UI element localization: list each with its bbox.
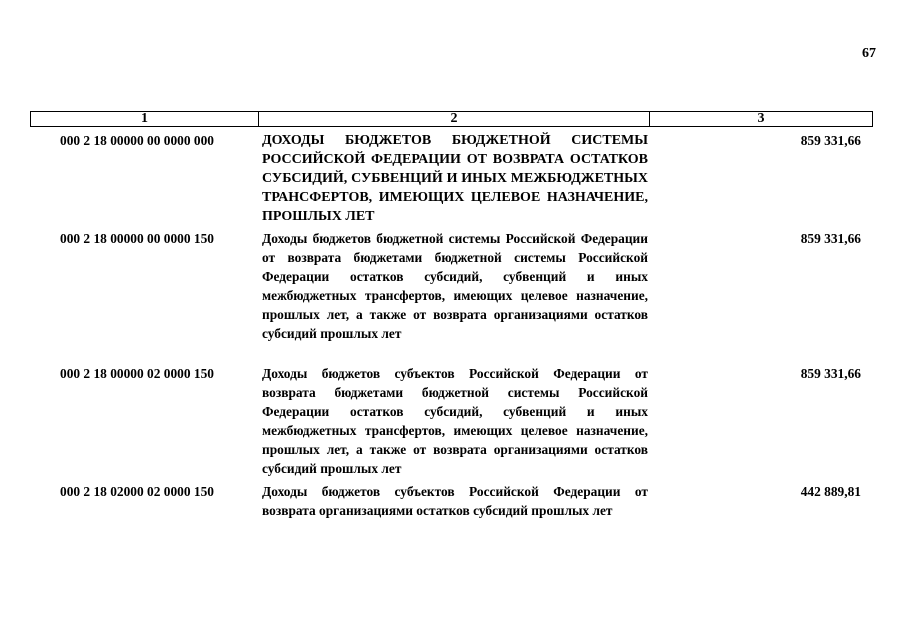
- header-col-3: 3: [757, 111, 765, 126]
- budget-description: Доходы бюджетов субъектов Российской Федерации от возврата организациями остатков субсидий прошлых лет: [262, 484, 648, 518]
- table-row: [30, 364, 873, 479]
- budget-code: 000 2 18 00000 00 0000 150: [60, 231, 214, 246]
- table-header: [30, 111, 873, 127]
- budget-code: 000 2 18 00000 00 0000 000: [60, 133, 214, 148]
- table-row: [30, 131, 873, 227]
- page-number: 67: [862, 46, 876, 61]
- table-row: [30, 482, 873, 522]
- budget-code: 000 2 18 00000 02 0000 150: [60, 366, 214, 381]
- budget-description: ДОХОДЫ БЮДЖЕТОВ БЮДЖЕТНОЙ СИСТЕМЫ РОССИЙСКОЙ ФЕДЕРАЦИИ ОТ ВОЗВРАТА ОСТАТКОВ СУБСИДИЙ, СУБВЕНЦИЙ И ИНЫХ МЕЖБЮДЖЕТНЫХ ТРАНСФЕРТОВ, ИМЕЮЩИХ ЦЕЛЕВОЕ НАЗНАЧЕНИЕ, ПРОШЛЫХ ЛЕТ: [262, 133, 648, 224]
- budget-description: Доходы бюджетов бюджетной системы Российской Федерации от возврата бюджетами бюджетной системы Российской Федерации остатков субсидий, субвенций и иных межбюджетных трансфертов, имеющих целевое назначение, прошлых лет, а также от возврата организациями остатков субсидий прошлых лет: [262, 231, 648, 341]
- header-col-1: 1: [31, 112, 259, 126]
- budget-amount: 442 889,81: [800, 484, 861, 499]
- table-row: [30, 229, 873, 344]
- budget-amount: 859 331,66: [800, 231, 861, 246]
- budget-description: Доходы бюджетов субъектов Российской Федерации от возврата бюджетами бюджетной системы Российской Федерации остатков субсидий, субвенций и иных межбюджетных трансфертов, имеющих целевое назначение, прошлых лет, а также от возврата организациями остатков субсидий прошлых лет: [262, 366, 648, 476]
- budget-amount: 859 331,66: [800, 133, 861, 148]
- budget-code: 000 2 18 02000 02 0000 150: [60, 484, 214, 499]
- budget-amount: 859 331,66: [800, 366, 861, 381]
- header-col-2: 2: [259, 112, 650, 126]
